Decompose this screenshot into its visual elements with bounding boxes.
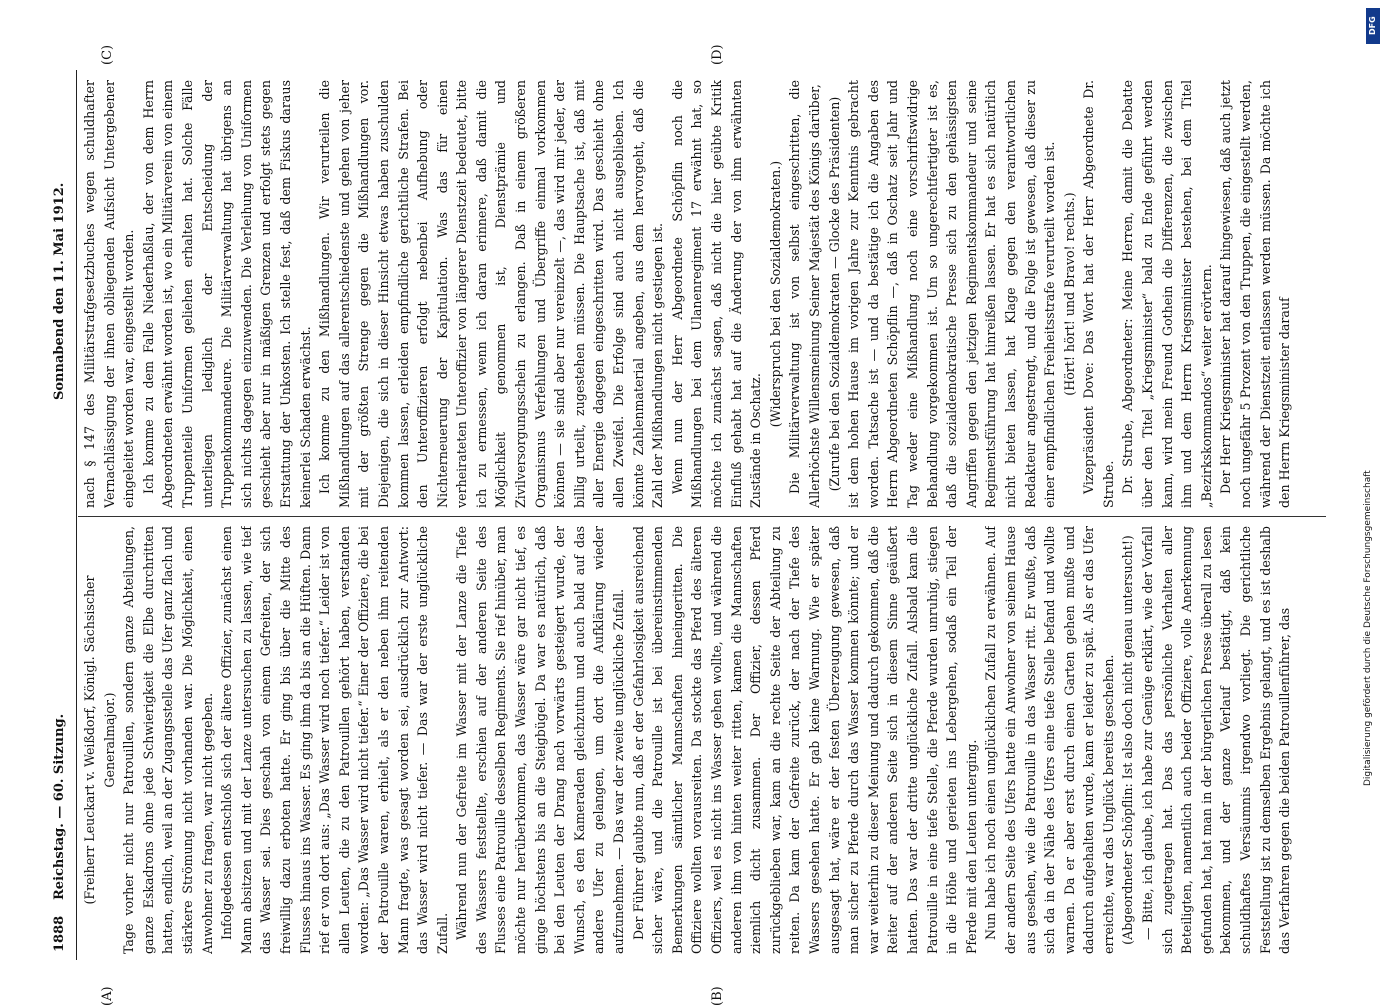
paragraph: ist dem hohen Hause im vorigen Jahre zur Kenntnis gebracht worden. Tatsache ist — und da bestätige ich die Angaben des Herrn Abgeordneten Schöpflin —, daß in Oschatz seit Jahr und Tag weder eine Mißhandlung noch eine vorschriftswidrige Behandlung vorgekommen ist. Um so ungerechtfertigter ist es, daß die sozialdemokratische Presse sich zu den gehässigsten Angriffen gegen den jetzigen Regimentskommandeur und seine Regimentsführung hat hinreißen lassen. Er hat es sich natürlich nicht bieten lassen, hat Klage gegen den verantwortlichen Redakteur angestrengt, und die Folge ist gewesen, daß dieser zu einer empfindlichen Freiheitsstrafe verurteilt worden ist. (846, 80, 1058, 508)
interjection: (Widerspruch bei den Sozialdemokraten.) (767, 160, 783, 428)
margin-marker-a: (A) (100, 986, 115, 1006)
paragraph: Ich komme zu den Mißhandlungen. Wir verurteilen die Mißhandlungen auf das allerentschiedenste und gehen von jeher mit der größten Strenge gegen die Mißhandlungen vor. Diejenigen, die sich in dieser Hinsicht etwas haben zuschulden kommen lassen, erleiden empfindliche gerichtliche Strafen. Bei den Unteroffizieren erfolgt nebenbei Aufhebung oder Nichterneuerung der Kapitulation. Was das für einen verheirateten Unteroffizier von längerer Dienstzeit bedeutet, bitte ich zu ermessen, wenn ich daran erinnere, daß damit die Möglichkeit genommen ist, Dienstprämie und Zivilversorgungsschein zu erlangen. Daß in einem größeren Organismus Verfehlungen und Übergriffe einmal vorkommen können — sie sind aber nur vereinzelt —, das wird mir jeder, der billig urteilt, zugestehen müssen. Die Hauptsache ist, daß mit aller Energie dagegen eingeschritten wird. Das geschieht ohne allen Zweifel. Die Erfolge sind auch nicht ausgeblieben. Ich könnte Zahlenmaterial angeben, aus dem hervorgeht, daß die Zahl der Mißhandlungen nicht gestiegen ist. (317, 80, 666, 508)
header-rule (76, 70, 77, 960)
paragraph: Vizepräsident Dove: Das Wort hat der Herr Abgeordnete Dr. Strube. (1081, 80, 1116, 508)
paragraph: Dr. Strube, Abgeordneter: Meine Herren, damit die Debatte über den Titel „Kriegsminister“ bald zu Ende geführt werden kann, wird mein Freund Gothein die Differenzen, die zwischen ihm und dem Herrn Kriegsminister bestehen, bei dem Titel „Bezirkskommandos“ weiter erörtern. (1120, 80, 1214, 508)
page-number: 1888 (52, 915, 67, 952)
digitization-text: Digitalisierung gefördert durch die Deutsche Forschungsgemeinschaft (1363, 470, 1373, 786)
rotated-page (50, 44, 1330, 1006)
digitization-note (1363, 6, 1379, 996)
paragraph: Nun habe ich noch einen unglücklichen Zufall zu erwähnen. Auf der andern Seite des Ufers hatte ein Anwohner von seinem Hause aus gesehen, wie die Patrouille in das Wasser ritt. Er wußte, daß sich da in der Nähe des Ufers eine tiefe Stelle befand und wollte warnen. Da er aber erst durch einen Garten gehen mußte und dadurch aufgehalten wurde, kam er leider zu spät. Als er das Ufer erreichte, war das Unglück bereits geschehen. (983, 526, 1116, 954)
dfg-logo: DFG (1366, 8, 1380, 44)
page-header (50, 70, 72, 960)
paragraph: Der Führer glaubte nun, daß er der Gefahrlosigkeit ausreichend sicher wäre, und die Patrouille ist bei übereinstimmenden Bemerkungen sämtlicher Mannschaften hineingeritten. Die Offiziere wollten vorausreiten. Da stockte das Pferd des älteren Offiziers, weil es nicht ins Wasser gehen wollte, und während die anderen ihm von hinten weiter ritten, kamen die Mannschaften ziemlich dicht zusammen. Der Offizier, dessen Pferd zurückgeblieben war, kam an die rechte Seite der Abteilung zu reiten. Da kam der Gefreite zurück, der nach der Tiefe des Wassers gesehen hatte. Er gab keine Warnung. Wie er später ausgesagt hat, wäre er der festen Überzeugung gewesen, daß man sicher zu Pferde durch das Wasser kommen könnte; und er war weiterhin zu dieser Meinung und dadurch gekommen, daß die Reiter auf der anderen Seite sich in diesem Sinne geäußert hatten. Das war der dritte unglückliche Zufall. Alsbald kam die Patrouille in eine tiefe Stelle, die Pferde wurden unruhig, stiegen in die Höhe und gerieten ins Lebergehen, sodaß ein Teil der Pferde mit den Leuten unterging. (630, 526, 979, 954)
interjection: (Hört! hört! und Bravo! rechts.) (1061, 192, 1077, 396)
right-column (80, 80, 1325, 508)
paragraph: Wenn nun der Herr Abgeordnete Schöpflin noch die Mißhandlungen bei dem Ulanenregiment 17 erwähnt hat, so möchte ich zunächst sagen, daß nicht die hier geübte Kritik Einfluß gehabt hat auf die Änderung der von ihm erwähnten Zustände in Oschatz. (669, 80, 764, 508)
paragraph: Ich komme zu dem Falle Niederhaßlau, der von dem Herrn Abgeordneten erwähnt worden ist, wo ein Militärverein von einem Truppenteile Uniformen geliehen erhalten hat. Solche Fälle unterliegen lediglich der Entscheidung der Truppenkommandeure. Die Militärverwaltung hat übrigens an sich nichts dagegen einzuwenden. Die Verleihung von Uniformen geschieht aber nur in mäßigen Grenzen und erfolgt stets gegen Erstattung der Unkosten. Ich stelle fest, daß dem Fiskus daraus keinerlei Schaden erwächst. (140, 80, 313, 508)
paragraph: Während nun der Gefreite im Wasser mit der Lanze die Tiefe des Wassers feststellte, erschien auf der anderen Seite des Flusses eine Patrouille desselben Regiments. Sie rief hinüber, man möchte nur herüberkommen, das Wasser wäre gar nicht tief, es ginge höchstens bis an die Steigbügel. Da war es natürlich, daß bei den Leuten der Drang nach vorwärts gesteigert wurde, der Wunsch, es den Kameraden gleichzutun und auch bald auf das andere Ufer zu gelangen, um dort die Aufklärung wieder aufzunehmen. — Das war der zweite unglückliche Zufall. (454, 526, 627, 954)
paragraph: Der Herr Kriegsminister hat darauf hingewiesen, daß auch jetzt noch ungefähr 5 Prozent von den Truppen, die eingestellt werden, während der Dienstzeit entlassen werden müssen. Da möchte ich den Herrn Kriegsminister darauf (1218, 80, 1293, 508)
paragraph: Die Militärverwaltung ist von selbst eingeschritten, die Allerhöchste Willensmeinung Seiner Majestät des Königs darüber, (787, 80, 822, 508)
left-column (80, 526, 1325, 954)
paragraph: Infolgedessen entschloß sich der ältere Offizier, zunächst einen Mann absitzen und mit der Lanze untersuchen zu lassen, wie tief das Wasser sei. Dies geschah von einem Gefreiten, der sich freiwillig dazu erboten hatte. Er ging bis über die Mitte des Flusses hinaus ins Wasser. Es ging ihm da bis an die Hüften. Dann rief er von dort aus: „Das Wasser wird noch tiefer.“ Leider ist von allen Leuten, die zu den Patrouillen gehört haben, verstanden worden: „Das Wasser wird nicht tiefer.“ Einer der Offiziere, die bei der Patrouille waren, erhielt, als er den neben ihm reitenden Mann fragte, was gesagt worden sei, ausdrücklich zur Antwort: das Wasser wird nicht tiefer. — Das war der erste unglückliche Zufall. (219, 526, 450, 954)
interjection: (Zurufe bei den Sozialdemokraten — Glocke des Präsidenten) (826, 96, 842, 492)
session-date: Sonnabend den 11. Mai 1912. (52, 182, 67, 400)
paragraph: Tage vorher nicht nur Patrouillen, sondern ganze Abteilungen, ganze Eskadrons ohne jede Schwierigkeit die Elbe durchritten hatten, endlich, weil an der Zugangsstelle das Ufer ganz flach und stärkere Strömung nicht vorhanden war. Die Möglichkeit, einen Anwohner zu fragen, war nicht gegeben. (121, 526, 215, 954)
column-rule (78, 516, 1326, 517)
paragraph: nach § 147 des Militärstrafgesetzbuches wegen schuldhafter Vernachlässigung der ihnen obliegenden Aufsicht Untergebener eingeleitet worden war, eingestellt worden. (82, 80, 137, 508)
speaker-line: (Freiherr Leuckart v. Weißdorf, Königl. Sächsischer Generalmajor.) (82, 575, 117, 905)
margin-marker-c: (C) (100, 44, 115, 65)
margin-marker-d: (D) (710, 44, 725, 65)
interjection: (Abgeordneter Schöpflin: Ist also doch nicht genau untersucht!) (1120, 535, 1136, 945)
paragraph: — Bitte, ich glaube, ich habe zur Genüge erklärt, wie der Vorfall sich zugetragen hat. Das das persönliche Verhalten aller Beteiligten, namentlich auch beider Offiziere, volle Anerkennung gefunden hat, hat man in der bürgerlichen Presse überall zu lesen bekommen, und der ganze Verlauf bestätigt, daß kein schuldhaftes Versäumnis irgendwo vorliegt. Die gerichtliche Feststellung ist zu demselben Ergebnis gelangt, und es ist deshalb das Verfahren gegen die beiden Patrouillenführer, das (1140, 526, 1293, 954)
margin-marker-b: (B) (710, 986, 725, 1006)
running-head: Reichstag. — 60. Sitzung. (52, 713, 67, 900)
